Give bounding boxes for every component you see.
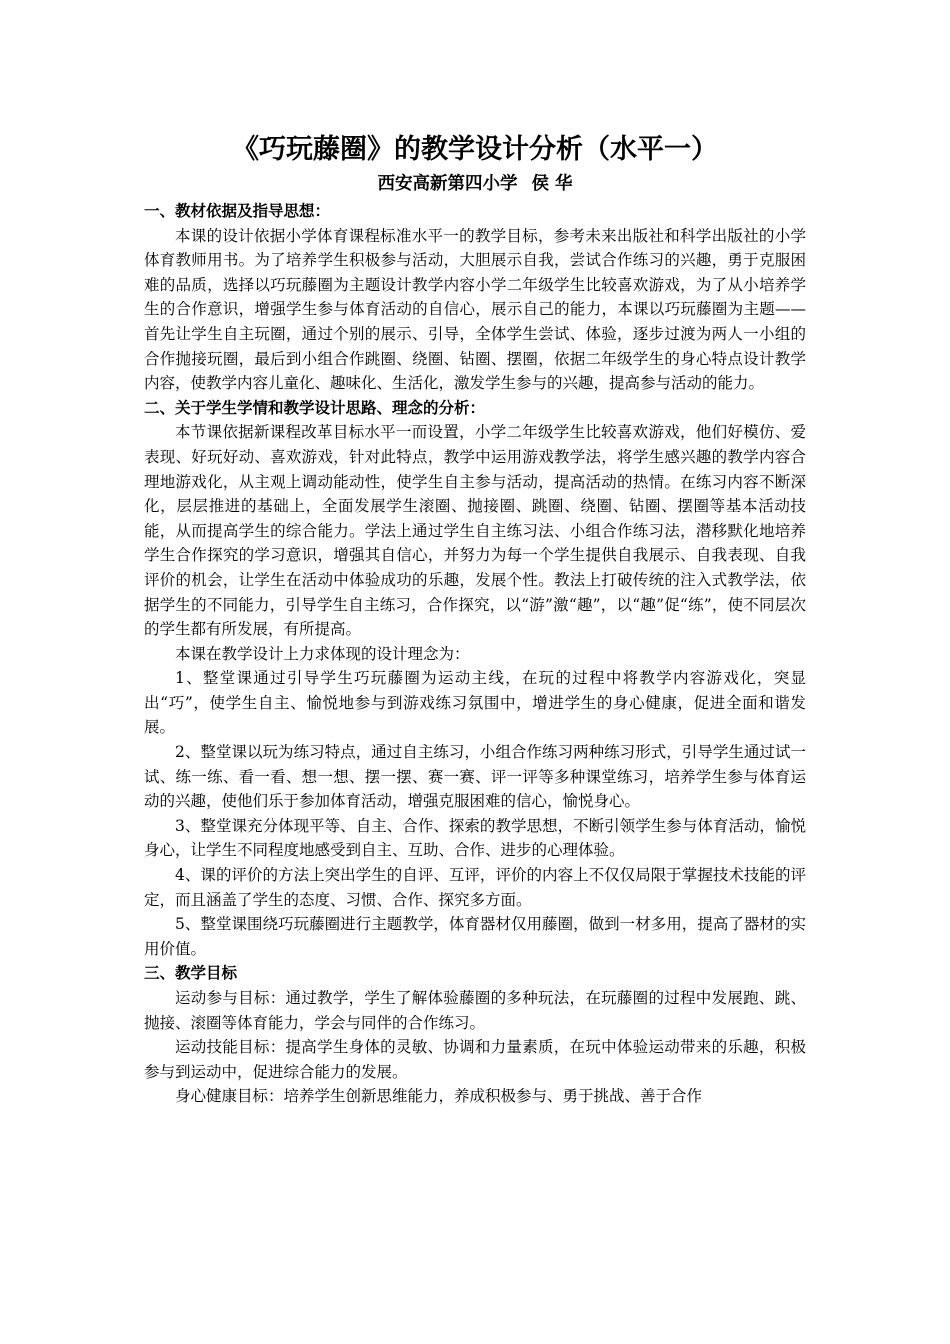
concept-item-2: 2、整堂课以玩为练习特点，通过自主练习，小组合作练习两种练习形式，引导学生通过试一试、练一练、看一看、想一想、摆一摆、赛一赛、评一评等多种课堂练习，培养学生参与体育运动的兴趣，使他们乐于参加体育活动，增强克服困难的信心，愉悦身心。 <box>144 743 806 811</box>
goal-participation: 运动参与目标：通过教学，学生了解体验藤圈的多种玩法，在玩藤圈的过程中发展跑、跳、抛接、滚圈等体育能力，学会与同伴的合作练习。 <box>144 989 806 1032</box>
section-1-paragraph: 本课的设计依据小学体育课程标准水平一的教学目标，参考未来出版社和科学出版社的小学体育教师用书。为了培养学生积极参与活动，大胆展示自我，尝试合作练习的兴趣，勇于克服困难的品质，选择以巧玩藤圈为主题设计教学内容小学二年级学生比较喜欢游戏，为了从小培养学生的合作意识，增强学生参与体育活动的自信心，展示自己的能力，本课以巧玩藤圈为主题——首先让学生自主玩圈，通过个别的展示、引导，全体学生尝试、体验，逐步过渡为两人一小组的合作抛接玩圈，最后到小组合作跳圈、绕圈、钻圈、摆圈，依据二年级学生的身心特点设计教学内容，使教学内容儿童化、趣味化、生活化，激发学生参与的兴趣，提高参与活动的能力。 <box>144 226 806 393</box>
section-2-heading: 二、关于学生学情和教学设计思路、理念的分析： <box>144 398 486 417</box>
goal-health: 身心健康目标：培养学生创新思维能力，养成积极参与、勇于挑战、善于合作 <box>175 1087 703 1106</box>
section-3-heading: 三、教学目标 <box>144 964 238 983</box>
concept-item-3: 3、整堂课充分体现平等、自主、合作、探索的教学思想，不断引领学生参与体育活动，愉悦身心，让学生不同程度地感受到自主、互助、合作、进步的心理体验。 <box>144 816 806 860</box>
concept-item-1: 1、整堂课通过引导学生巧玩藤圈为运动主线，在玩的过程中将教学内容游戏化，突显出“巧”，使学生自主、愉悦地参与到游戏练习氛围中，增进学生的身心健康，促进全面和谐发展。 <box>144 669 806 737</box>
concept-item-4: 4、课的评价的方法上突出学生的自评、互评，评价的内容上不仅仅局限于掌握技术技能的评定，而且涵盖了学生的态度、习惯、合作、探究多方面。 <box>144 866 806 909</box>
author-school: 西安高新第四小学 <box>377 174 518 194</box>
section-2-paragraph: 本节课依据新课程改革目标水平一而设置，小学二年级学生比较喜欢游戏，他们好模仿、爱表现、好玩好动、喜欢游戏，针对此特点，教学中运用游戏教学法，将学生感兴趣的教学内容合理地游戏化，从主观上调动能动性，使学生自主参与活动，提高活动的热情。在练习内容不断深化，层层推进的基础上，全面发展学生滚圈、抛接圈、跳圈、绕圈、钻圈、摆圈等基本活动技能，从而提高学生的综合能力。学法上通过学生自主练习法、小组合作练习法，潜移默化地培养学生合作探究的学习意识，增强其自信心，并努力为每一个学生提供自我展示、自我表现、自我评价的机会，让学生在活动中体验成功的乐趣，发展个性。教法上打破传统的注入式教学法，依据学生的不同能力，引导学生自主练习，合作探究，以“游”激“趣”，以“趣”促“练”，使不同层次的学生都有所发展，有所提高。 <box>144 423 806 639</box>
author-name: 侯 华 <box>531 174 573 194</box>
section-2-concept-intro: 本课在教学设计上力求体现的设计理念为： <box>175 644 470 663</box>
section-1-heading: 一、教材依据及指导思想： <box>144 202 331 220</box>
author-line <box>144 169 806 199</box>
goal-skills: 运动技能目标：提高学生身体的灵敏、协调和力量素质，在玩中体验运动带来的乐趣，积极参与到运动中，促进综合能力的发展。 <box>144 1038 806 1081</box>
document-page <box>144 131 806 1109</box>
concept-item-5: 5、整堂课围绕巧玩藤圈进行主题教学，体育器材仅用藤圈，做到一材多用，提高了器材的实用价值。 <box>144 915 806 958</box>
document-title: 《巧玩藤圈》的教学设计分析（水平一） <box>232 134 718 165</box>
